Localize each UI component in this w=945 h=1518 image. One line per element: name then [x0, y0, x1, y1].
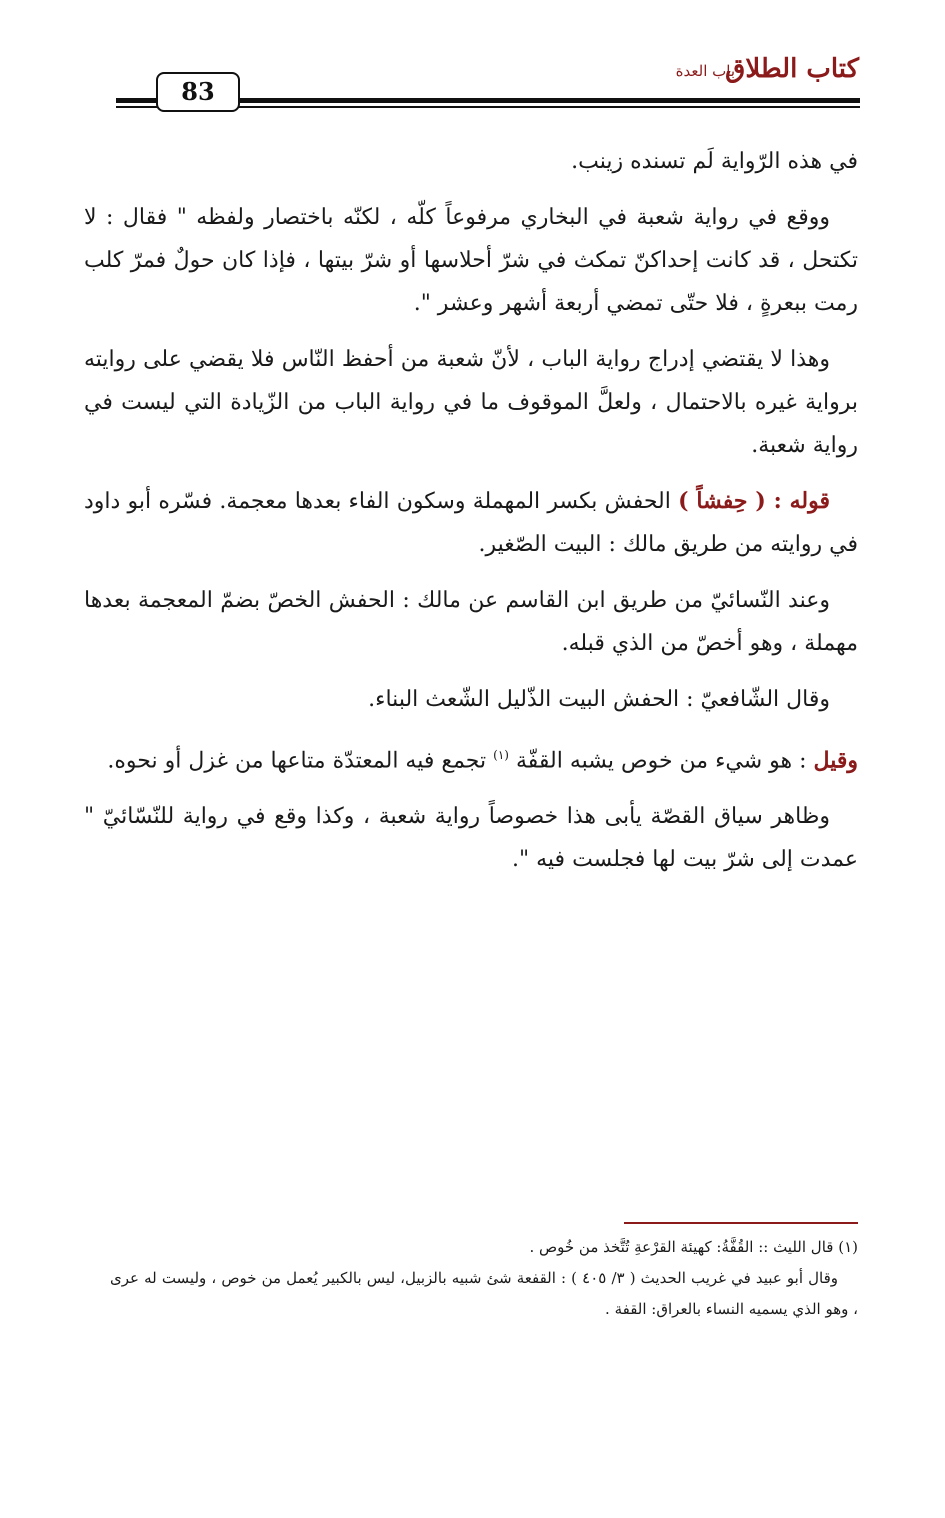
keyword-lead: قوله : ( حِفشاً ): [678, 488, 831, 514]
footnote: وقال أبو عبيد في غريب الحديث ( ٣/ ٤٠٥ ) : القفعة شئ شبيه بالزبيل، ليس بالكبير يُعمل من خوص ، وليست له عرى ، وهو الذي يسميه النساء بالعراق: القفة .: [110, 1269, 858, 1318]
paragraph: [84, 480, 858, 566]
paragraph-text-after: تجمع فيه المعتدّة متاعها من غزل أو نحوه.: [107, 748, 494, 774]
footnote-marker[interactable]: (١): [493, 748, 509, 762]
paragraph: ووقع في رواية شعبة في البخاري مرفوعاً كلّه ، لكنّه باختصار ولفظه " فقال : لا تكتحل ، قد كانت إحداكنّ تمكث في شرّ أحلاسها أو شرّ بيتها ، فإذا كان حولٌ فمرّ كلب رمت ببعرةٍ ، فلا حتّى تمضي أربعة أشهر وعشر ".: [84, 205, 858, 316]
page-header: [0, 0, 945, 120]
paragraph: وظاهر سياق القصّة يأبى هذا خصوصاً رواية شعبة ، وكذا وقع في رواية للنّسّائيّ " عمدت إلى شرّ بيت لها فجلست فيه ".: [84, 804, 858, 873]
main-text: [84, 140, 858, 894]
footnotes: [110, 1232, 858, 1325]
paragraph: [84, 734, 858, 782]
paragraph: وهذا لا يقتضي إدراج رواية الباب ، لأنّ شعبة من أحفظ النّاس فلا يقضي على روايته برواية غيره بالاحتمال ، ولعلَّ الموقوف ما في رواية الباب من الزّيادة التي ليست في رواية شعبة.: [84, 347, 858, 458]
paragraph-text: الحفش بكسر المهملة وسكون الفاء بعدها معجمة. فسّره أبو داود في روايته من طريق مالك : البيت الصّغير.: [84, 489, 858, 557]
paragraph: في هذه الرّواية لَم تسنده زينب.: [571, 149, 858, 174]
chapter-title: باب العدة: [675, 62, 735, 80]
footnote-separator: [624, 1222, 858, 1224]
book-title: كتاب الطلاق: [725, 54, 859, 84]
page-number: 83: [181, 77, 215, 106]
paragraph: وقال الشّافعيّ : الحفش البيت الذّليل الشّعث البناء.: [368, 687, 830, 712]
paragraph: وعند النّسائيّ من طريق ابن القاسم عن مالك : الحفش الخصّ بضمّ المعجمة بعدها مهملة ، وهو أخصّ من الذي قبله.: [84, 588, 858, 656]
keyword-lead: وقيل: [813, 747, 858, 774]
footnote: (١) قال الليث :: القُفَّةُ: كهيئة القرْعةِ تُتَّخذ من خُوص .: [529, 1238, 858, 1256]
page-number-box: [156, 72, 240, 112]
paragraph-text: : هو شيء من خوص يشبه القفّة: [515, 748, 814, 774]
